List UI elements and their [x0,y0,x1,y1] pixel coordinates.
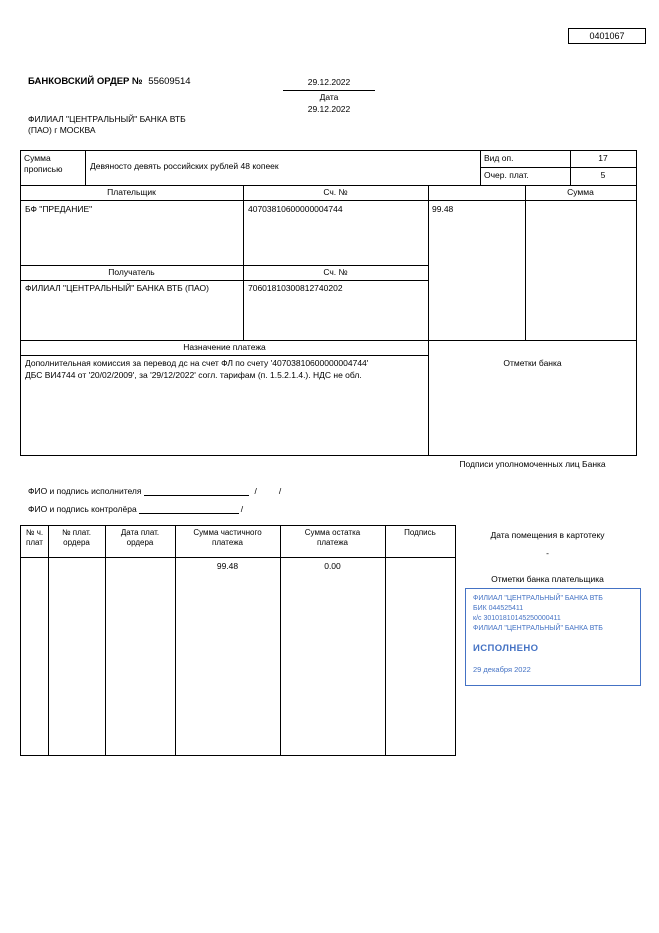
purpose-text: Дополнительная комиссия за перевод дс на счет ФЛ по счету '40703810600000004744' ДБС ВИ4744 от '20/02/2009', за '29/12/2022' согл. тарифам (п. 1.5.2.1.4.). НДС не обл. [25,358,369,380]
table-line [480,150,481,185]
title-label: БАНКОВСКИЙ ОРДЕР № [28,76,143,87]
table-line [428,185,429,455]
table-line [20,150,637,151]
table-line [20,755,456,756]
table-line [20,185,637,186]
executor-label: ФИО и подпись исполнителя [28,486,142,496]
card-file-date-label: Дата помещения в картотеку [490,530,605,540]
executor-signature-line [144,486,249,496]
payee-label: Получатель [108,267,155,277]
purpose-label: Назначение платежа [183,342,266,352]
table-line [175,525,176,755]
remainder-amount-value: 0.00 [324,561,341,571]
stamp-date: 29 декабря 2022 [473,665,531,675]
table-line [243,185,244,340]
payer-label: Плательщик [107,187,156,197]
payee-account-label: Сч. № [323,267,348,277]
priority-value: 5 [600,170,606,180]
execution-stamp [465,588,641,686]
controller-label: ФИО и подпись контролёра [28,504,137,514]
partial-amount-value: 99.48 [216,561,239,571]
table-line [455,525,456,755]
slash-mark: / [254,486,257,496]
form-code: 0401067 [589,31,625,41]
table-line [480,167,637,168]
controller-signature-row [28,504,243,514]
stamp-corr-account: к/с 30101810145250000411 [473,615,561,623]
column-header-order-date: Дата плат. ордера [120,528,160,547]
payee-account: 70601810300812740202 [248,283,343,293]
card-file-date-value: - [546,548,549,558]
slash-mark: / [240,504,244,514]
order-date-repeat: 29.12.2022 [307,104,351,114]
table-line [85,150,86,185]
amount-words-label: Сумма прописью [24,153,63,175]
payee-name: ФИЛИАЛ "ЦЕНТРАЛЬНЫЙ" БАНКА ВТБ (ПАО) [25,283,209,293]
table-line [20,525,21,755]
operation-kind-value: 17 [598,153,608,163]
stamp-bik: БИК 044525411 [473,605,524,613]
payer-account-label: Сч. № [323,187,348,197]
slash-mark: / [278,486,282,496]
payer-account: 40703810600000004744 [248,204,343,214]
table-line [20,265,429,266]
column-header-partial-number: № ч. плат [25,528,44,547]
stamp-status: ИСПОЛНЕНО [473,642,539,654]
table-line [20,355,429,356]
table-line [20,557,456,558]
stamp-bank-line2: ФИЛИАЛ "ЦЕНТРАЛЬНЫЙ" БАНКА ВТБ [473,625,603,633]
column-header-order-number: № плат. ордера [61,528,92,547]
order-number: 55609514 [148,76,191,87]
order-date: 29.12.2022 [307,77,351,87]
priority-label: Очер. плат. [484,170,529,180]
table-line [105,525,106,755]
table-line [20,340,637,341]
table-line [525,185,526,340]
table-line [20,280,429,281]
table-line [20,525,456,526]
bank-signatures-label: Подписи уполномоченных лиц Банка [459,459,606,469]
column-header-signature: Подпись [404,528,436,537]
stamp-bank-line1: ФИЛИАЛ "ЦЕНТРАЛЬНЫЙ" БАНКА ВТБ [473,595,603,602]
date-label: Дата [319,92,339,102]
form-code-box [568,28,646,44]
amount-in-words: Девяносто девять российских рублей 48 копеек [90,161,279,171]
amount-value: 99.48 [432,204,454,214]
column-header-partial-amount: Сумма частичного платежа [193,528,262,547]
date-underline [283,90,375,91]
table-line [48,525,49,755]
bank-marks-label: Отметки банка [503,358,562,368]
document-title [28,76,191,88]
operation-kind-label: Вид оп. [484,153,514,163]
table-line [20,455,637,456]
bank-name-line2: (ПАО) г МОСКВА [28,125,96,135]
table-line [385,525,386,755]
payer-name: БФ "ПРЕДАНИЕ" [25,204,93,214]
executor-signature-row [28,486,281,496]
column-header-remainder-amount: Сумма остатка платежа [304,528,361,547]
table-line [20,200,637,201]
table-line [280,525,281,755]
bank-name-line1: ФИЛИАЛ "ЦЕНТРАЛЬНЫЙ" БАНКА ВТБ [28,114,186,124]
payer-bank-marks-label: Отметки банка плательщика [491,574,604,584]
amount-label: Сумма [567,187,594,197]
table-line [636,150,637,456]
controller-signature-line [139,504,239,514]
